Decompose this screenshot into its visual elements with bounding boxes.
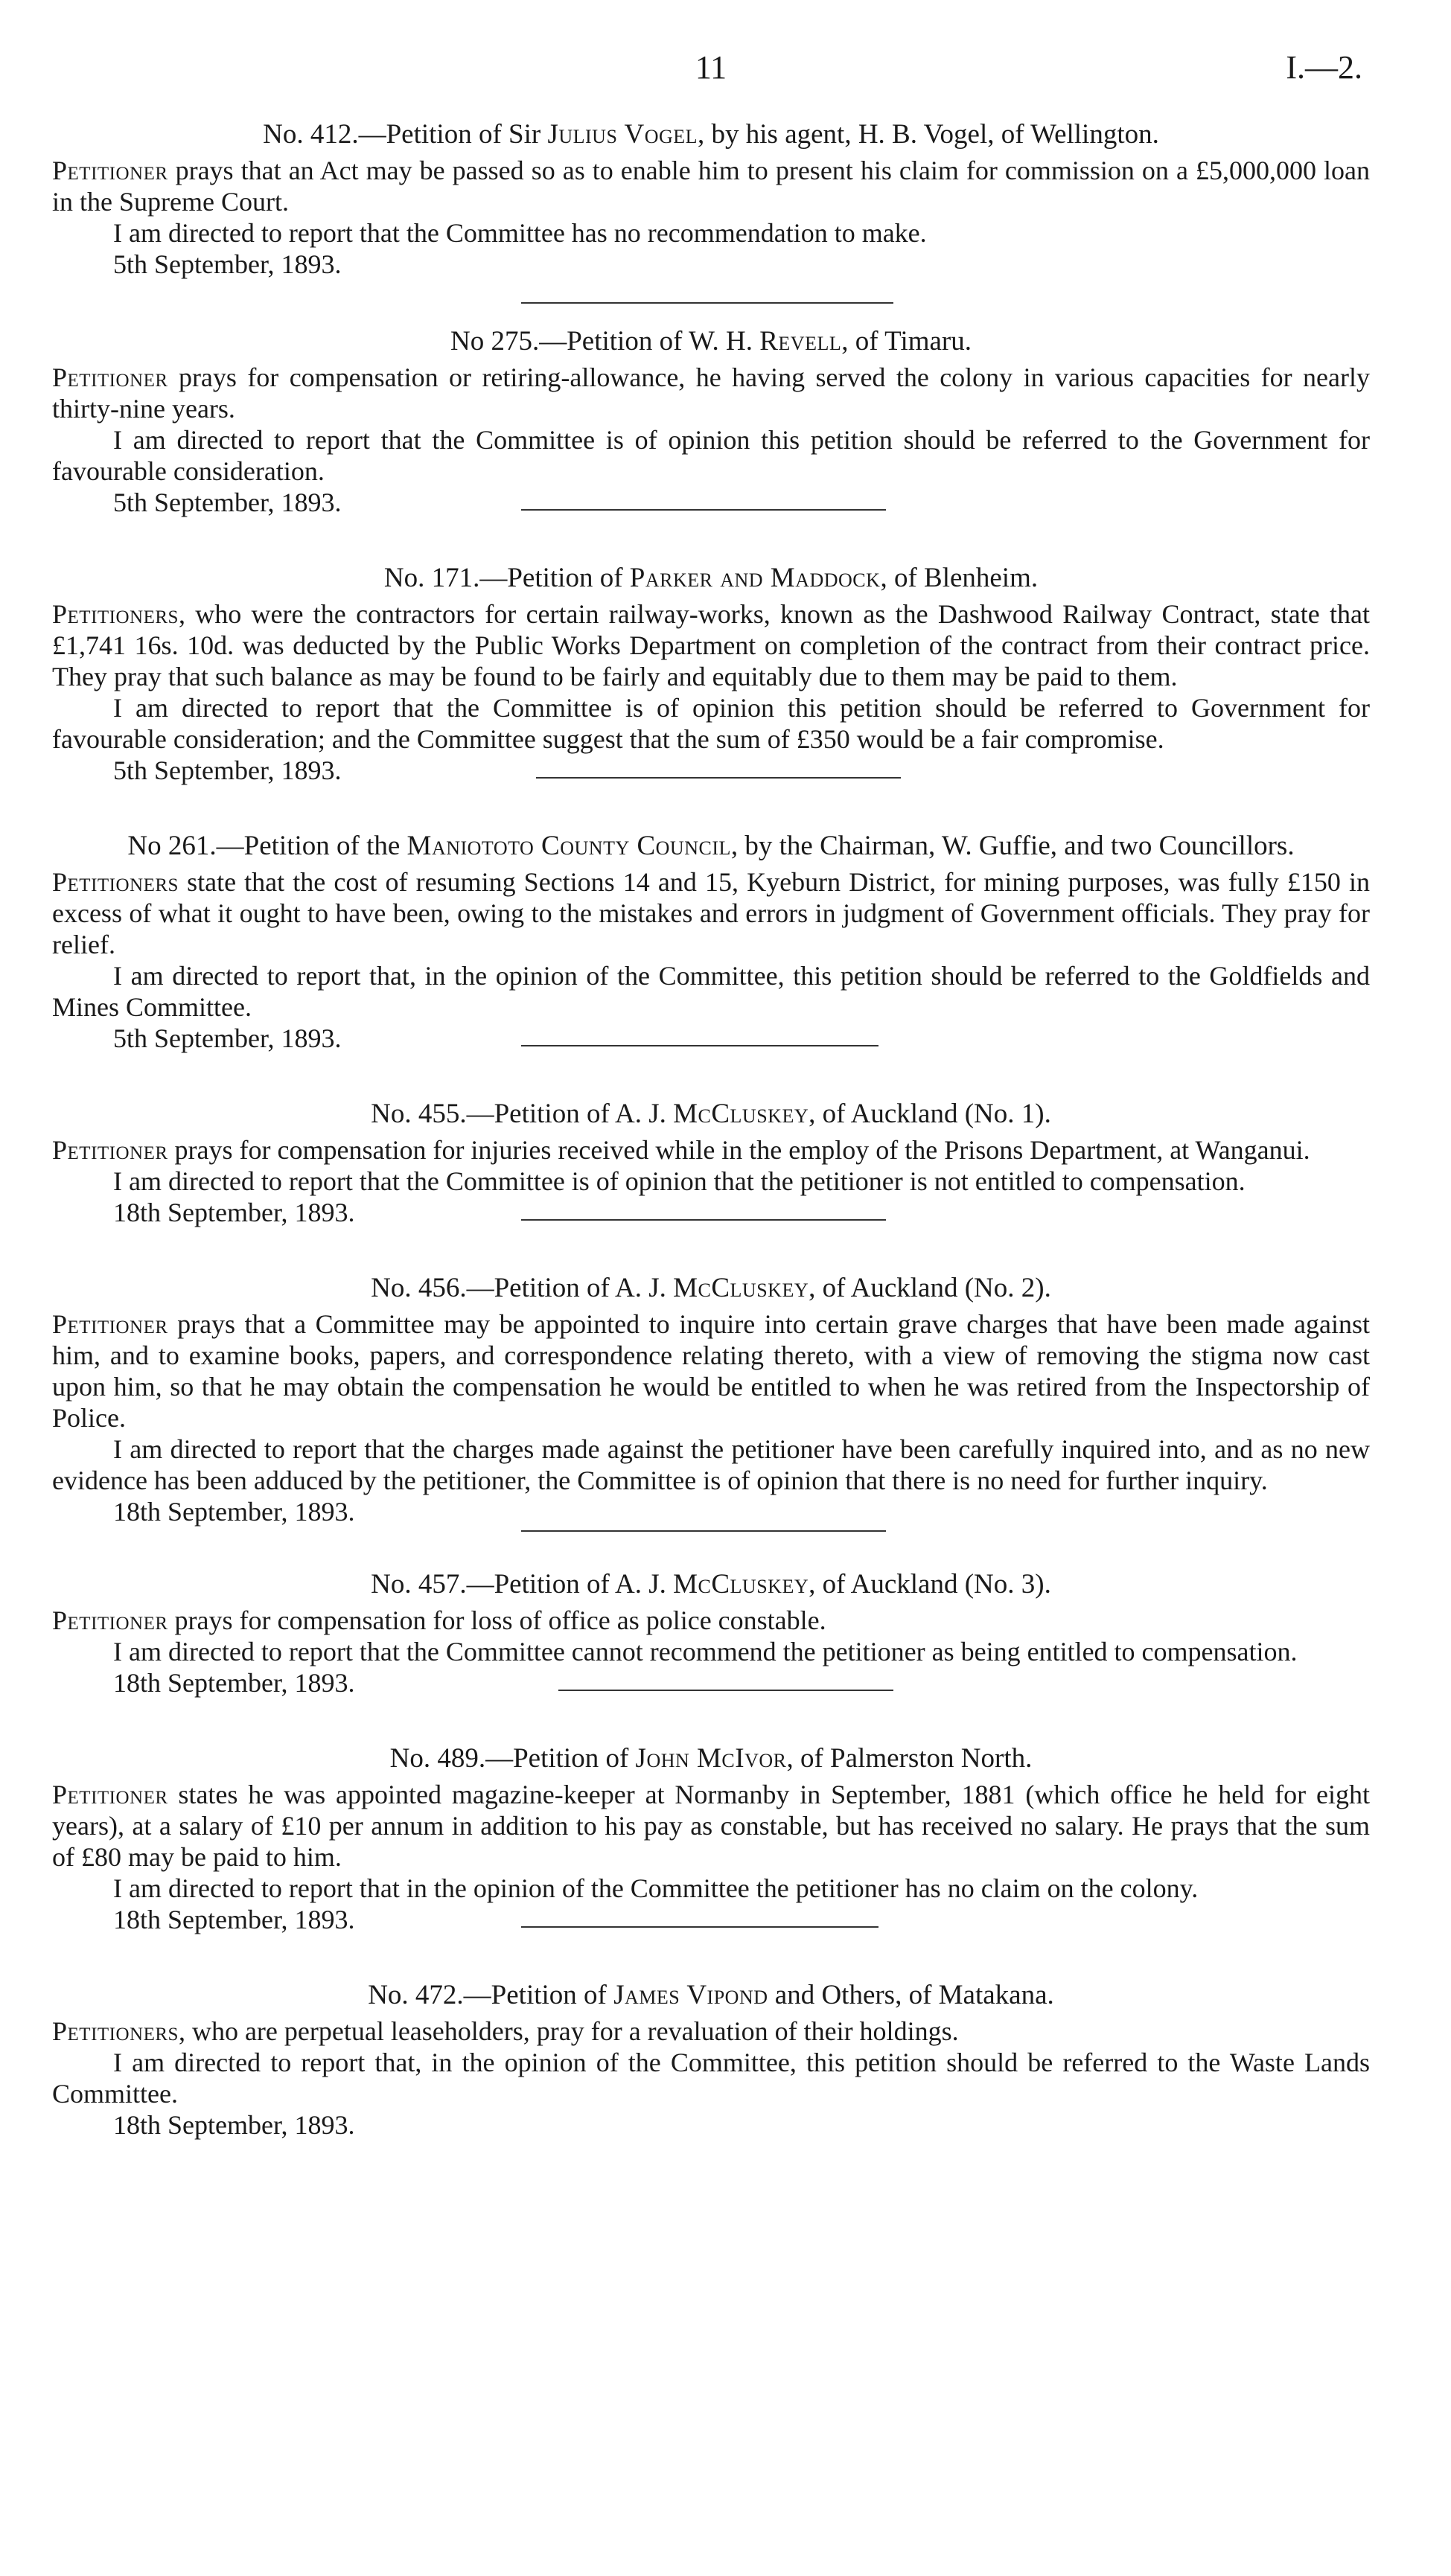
separator-row: [52, 1527, 1370, 1559]
petition-title: No. 456.—Petition of A. J. McCluskey, of Auckland (No. 2).: [371, 1273, 1051, 1303]
petition-statement: Petitioner prays for compensation for loss of office as police constable.: [52, 1605, 826, 1635]
section-divider: [536, 777, 901, 779]
committee-report: I am directed to report that the Committee has no recommendation to make.: [113, 218, 927, 248]
report-date-row: [52, 1197, 1370, 1228]
section-divider: [521, 302, 893, 304]
committee-report: I am directed to report that the Committee cannot recommend the petitioner as being entitled to compensation.: [113, 1637, 1298, 1666]
report-date-row: [52, 755, 1370, 786]
petition-entry: [52, 831, 1370, 1054]
report-date-row: [52, 1904, 1370, 1935]
committee-report: I am directed to report that in the opinion of the Committee the petitioner has no claim on the colony.: [113, 1873, 1199, 1903]
petition-title: No. 472.—Petition of James Vipond and Others, of Matakana.: [368, 1980, 1054, 2010]
petition-entry: [52, 1569, 1370, 1698]
petition-entry: [52, 563, 1370, 786]
report-date: 18th September, 1893.: [113, 1198, 355, 1227]
petition-title: No. 455.—Petition of A. J. McCluskey, of Auckland (No. 1).: [371, 1099, 1051, 1129]
petition-entry: [52, 119, 1370, 280]
petition-title: No. 412.—Petition of Sir Julius Vogel, by his agent, H. B. Vogel, of Wellington.: [263, 119, 1159, 150]
petition-statement: Petitioner states he was appointed magazine-keeper at Normanby in September, 1881 (which office he held for eight years), at a salary of £10 per annum in addition to his pay as constable, but has received no salary. He prays that the sum of £80 may be paid to him.: [52, 1780, 1370, 1872]
report-date-row: [52, 1496, 1370, 1527]
petition-entry: [52, 1273, 1370, 1527]
separator-row: [52, 280, 1370, 311]
committee-report: I am directed to report that, in the opinion of the Committee, this petition should be referred to the Goldfields and Mines Committee.: [52, 961, 1370, 1022]
report-date: 18th September, 1893.: [113, 1905, 355, 1934]
petition-title: No. 457.—Petition of A. J. McCluskey, of Auckland (No. 3).: [371, 1569, 1051, 1599]
petition-statement: Petitioner prays that an Act may be passed so as to enable him to present his claim for commission on a £5,000,000 loan in the Supreme Court.: [52, 156, 1370, 217]
petition-title: No 261.—Petition of the Maniototo County Council, by the Chairman, W. Guffie, and two Councillors.: [127, 831, 1295, 861]
petition-entry: [52, 1980, 1370, 2141]
petition-title: No. 171.—Petition of Parker and Maddock, of Blenheim.: [383, 563, 1039, 593]
petition-statement: Petitioners state that the cost of resuming Sections 14 and 15, Kyeburn District, for mining purposes, was fully £150 in excess of what it ought to have been, owing to the mistakes and errors in judgment of Government officials. They pray for relief.: [52, 867, 1370, 959]
report-date-row: [52, 1667, 1370, 1698]
petition-entry: [52, 1743, 1370, 1935]
document-page: [52, 45, 1370, 2141]
section-divider: [521, 509, 886, 511]
document-reference: I.—2.: [1286, 49, 1362, 86]
report-date-row: [52, 2109, 1370, 2141]
report-date: 5th September, 1893.: [113, 488, 342, 517]
committee-report: I am directed to report that the Committee is of opinion this petition should be referred to Government for favourable consideration; and the Committee suggest that the sum of £350 would be a fair compromise.: [52, 693, 1370, 754]
page-header: [52, 45, 1370, 97]
report-date: 5th September, 1893.: [113, 249, 342, 279]
committee-report: I am directed to report that the charges made against the petitioner have been carefully inquired into, and as no new evidence has been adduced by the petitioner, the Committee is of opinion that there is no need for further inquiry.: [52, 1434, 1370, 1495]
report-date: 18th September, 1893.: [113, 2110, 355, 2140]
committee-report: I am directed to report that the Committee is of opinion that the petitioner is not entitled to compensation.: [113, 1166, 1246, 1196]
petition-statement: Petitioner prays that a Committee may be appointed to inquire into certain grave charges that have been made against him, and to examine books, papers, and correspondence relating thereto, with a view of removing the stigma now cast upon him, so that he may obtain the compensation he would be entitled to when he was retired from the Inspectorship of Police.: [52, 1309, 1370, 1433]
section-divider: [558, 1690, 893, 1691]
report-date: 5th September, 1893.: [113, 1023, 342, 1053]
petition-title: No 275.—Petition of W. H. Revell, of Timaru.: [450, 326, 972, 357]
petition-statement: Petitioner prays for compensation or retiring-allowance, he having served the colony in various capacities for nearly thirty-nine years.: [52, 362, 1370, 424]
petition-entry: [52, 1099, 1370, 1228]
report-date: 18th September, 1893.: [113, 1668, 355, 1698]
report-date: 5th September, 1893.: [113, 755, 342, 785]
section-divider: [521, 1219, 886, 1221]
report-date: 18th September, 1893.: [113, 1497, 355, 1527]
section-divider: [521, 1530, 886, 1532]
committee-report: I am directed to report that the Committee is of opinion this petition should be referred to the Government for favourable consideration.: [52, 425, 1370, 486]
report-date-row: [52, 487, 1370, 518]
petition-statement: Petitioners, who were the contractors for certain railway-works, known as the Dashwood Railway Contract, state that £1,741 16s. 10d. was deducted by the Public Works Department on completion of the contract from their contract price. They pray that such balance as may be found to be fairly and equitably due to them may be paid to them.: [52, 599, 1370, 691]
section-divider: [521, 1926, 878, 1928]
petition-title: No. 489.—Petition of John McIvor, of Palmerston North.: [389, 1743, 1033, 1774]
section-divider: [521, 1045, 878, 1046]
committee-report: I am directed to report that, in the opinion of the Committee, this petition should be referred to the Waste Lands Committee.: [52, 2048, 1370, 2109]
petition-entry: [52, 326, 1370, 518]
page-number: 11: [695, 49, 727, 86]
report-date-row: [52, 249, 1370, 280]
petition-statement: Petitioners, who are perpetual leaseholders, pray for a revaluation of their holdings.: [52, 2016, 959, 2046]
petition-statement: Petitioner prays for compensation for injuries received while in the employ of the Prisons Department, at Wanganui.: [52, 1135, 1310, 1165]
report-date-row: [52, 1023, 1370, 1054]
